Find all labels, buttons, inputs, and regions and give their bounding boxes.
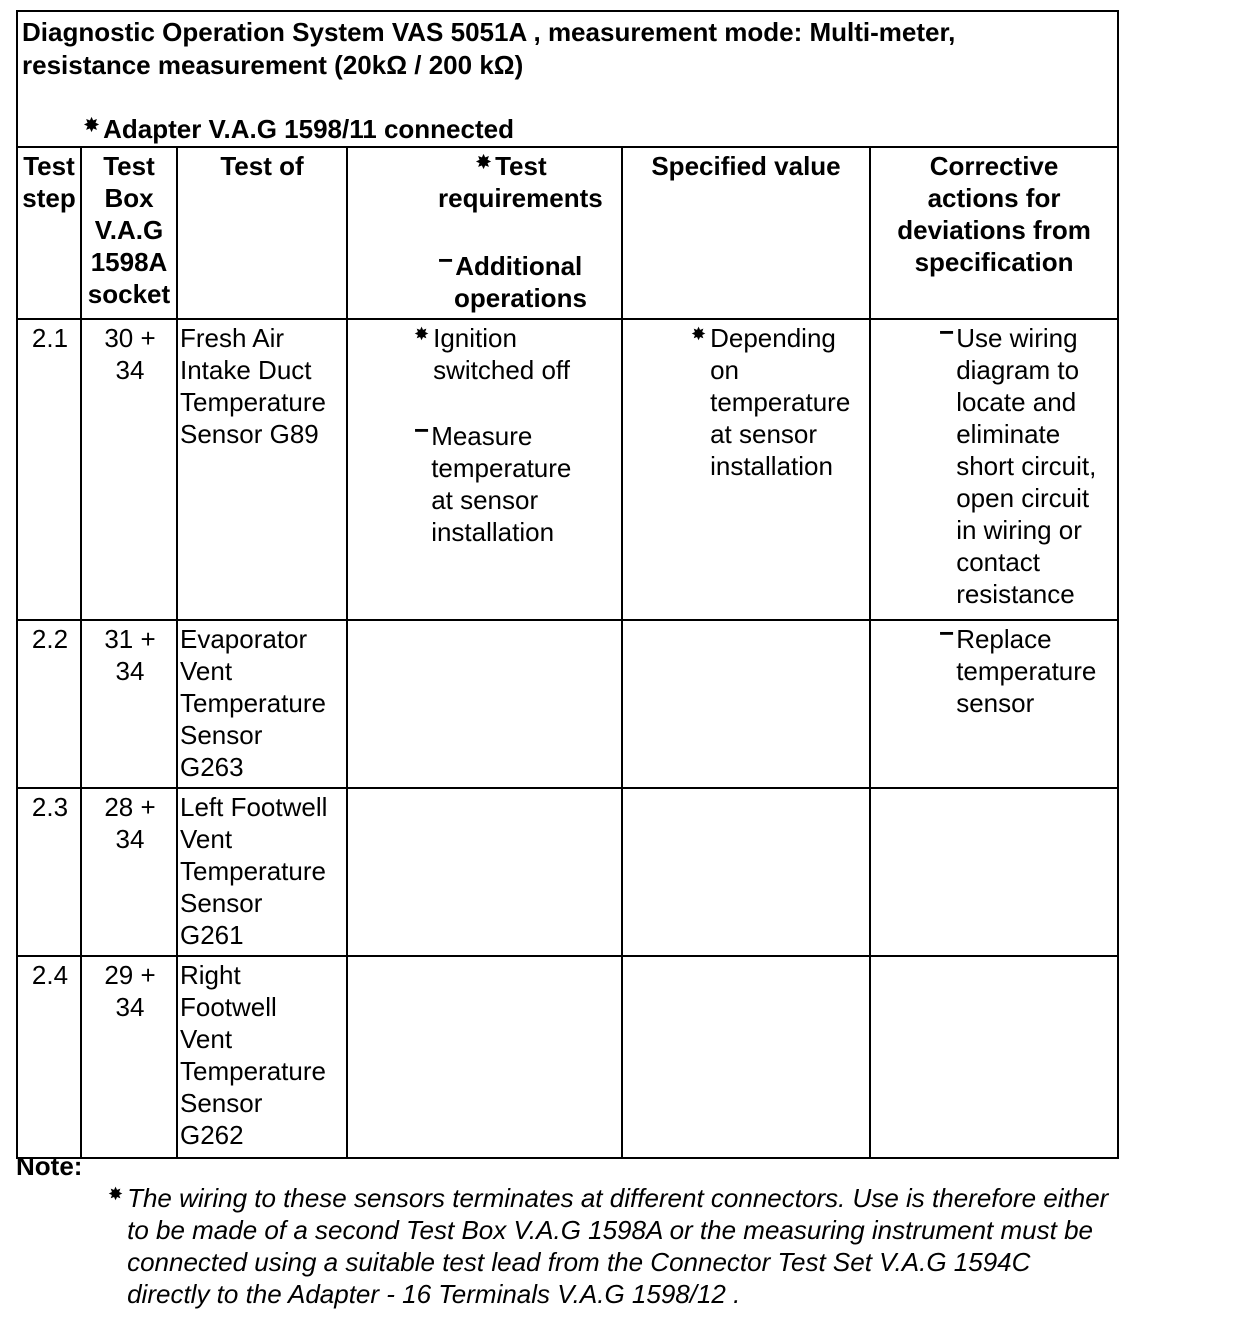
operation-item: − Measure temperature at sensor installation: [414, 415, 572, 547]
specified-cell: [622, 788, 870, 956]
corrective-cell: [870, 788, 1118, 956]
corrective-cell: [870, 319, 1118, 620]
step-cell: 2.2: [17, 620, 81, 788]
socket-cell: 29 + 34: [81, 956, 177, 1158]
test-table: [16, 10, 1119, 1159]
requirements-cell: [347, 319, 622, 620]
note-section: [16, 1150, 1236, 1310]
requirements-cell: [347, 788, 622, 956]
bullet-icon: ✸: [108, 1184, 124, 1204]
table-row: [17, 788, 1118, 956]
dash-icon: −: [438, 245, 454, 275]
socket-cell: 30 + 34: [81, 319, 177, 620]
bullet-icon: ✸: [476, 152, 492, 172]
note-line: The wiring to these sensors terminates at different connectors. Use is therefore either: [127, 1183, 1109, 1213]
requirements-cell: [347, 620, 622, 788]
specified-cell: [622, 319, 870, 620]
note-line: to be made of a second Test Box V.A.G 1598A or the measuring instrument must be: [127, 1215, 1093, 1245]
header-test-of: Test of: [177, 147, 347, 319]
dash-icon: −: [414, 415, 430, 445]
bullet-icon: ✸: [691, 324, 707, 344]
step-cell: 2.1: [17, 319, 81, 620]
corrective-cell: [870, 620, 1118, 788]
title-cell: [17, 11, 1118, 147]
title-line-1: Diagnostic Operation System VAS 5051A , measurement mode: Multi-meter,: [22, 17, 956, 47]
header-specified-value: Specified value: [622, 147, 870, 319]
specified-item: ✸ Depending on temperature at sensor installation: [691, 322, 869, 482]
table-row: [17, 620, 1118, 788]
dash-icon: −: [939, 618, 955, 648]
table-row: [17, 319, 1118, 620]
step-cell: 2.3: [17, 788, 81, 956]
header-row: [17, 147, 1118, 319]
socket-cell: 31 + 34: [81, 620, 177, 788]
corrective-item: − Use wiring diagram to locate and eliminate short circuit, open circuit in wiring or contact resistance: [939, 317, 1097, 609]
note-line: directly to the Adapter - 16 Terminals V.A.G 1598/12 .: [127, 1279, 741, 1309]
bullet-icon: ✸: [84, 115, 100, 135]
header-requirements: ✸ Test requirements −Additional operations: [347, 147, 622, 319]
bullet-icon: ✸: [414, 324, 430, 344]
specified-cell: [622, 956, 870, 1158]
step-cell: 2.4: [17, 956, 81, 1158]
test-of-cell: Left Footwell Vent Temperature Sensor G261: [177, 788, 347, 956]
header-test-box: Test Box V.A.G 1598A socket: [81, 147, 177, 319]
dash-icon: −: [939, 317, 955, 347]
socket-cell: 28 + 34: [81, 788, 177, 956]
corrective-cell: [870, 956, 1118, 1158]
header-corrective-actions: Corrective actions for deviations from specification: [870, 147, 1118, 319]
note-body: [108, 1182, 1236, 1310]
test-of-cell: Fresh Air Intake Duct Temperature Sensor G89: [177, 319, 347, 620]
adapter-note: ✸ Adapter V.A.G 1598/11 connected: [84, 114, 514, 144]
requirements-cell: [347, 956, 622, 1158]
test-of-cell: Right Footwell Vent Temperature Sensor G262: [177, 956, 347, 1158]
table-row: [17, 956, 1118, 1158]
header-test-step: Test step: [17, 147, 81, 319]
corrective-item: − Replace temperature sensor: [939, 618, 1097, 718]
requirement-item: ✸ Ignition switched off: [414, 322, 621, 386]
title-line-2: resistance measurement (20kΩ / 200 kΩ): [22, 50, 524, 80]
specified-cell: [622, 620, 870, 788]
note-label: Note:: [16, 1151, 83, 1181]
test-of-cell: Evaporator Vent Temperature Sensor G263: [177, 620, 347, 788]
note-line: connected using a suitable test lead from the Connector Test Set V.A.G 1594C: [127, 1247, 1031, 1277]
